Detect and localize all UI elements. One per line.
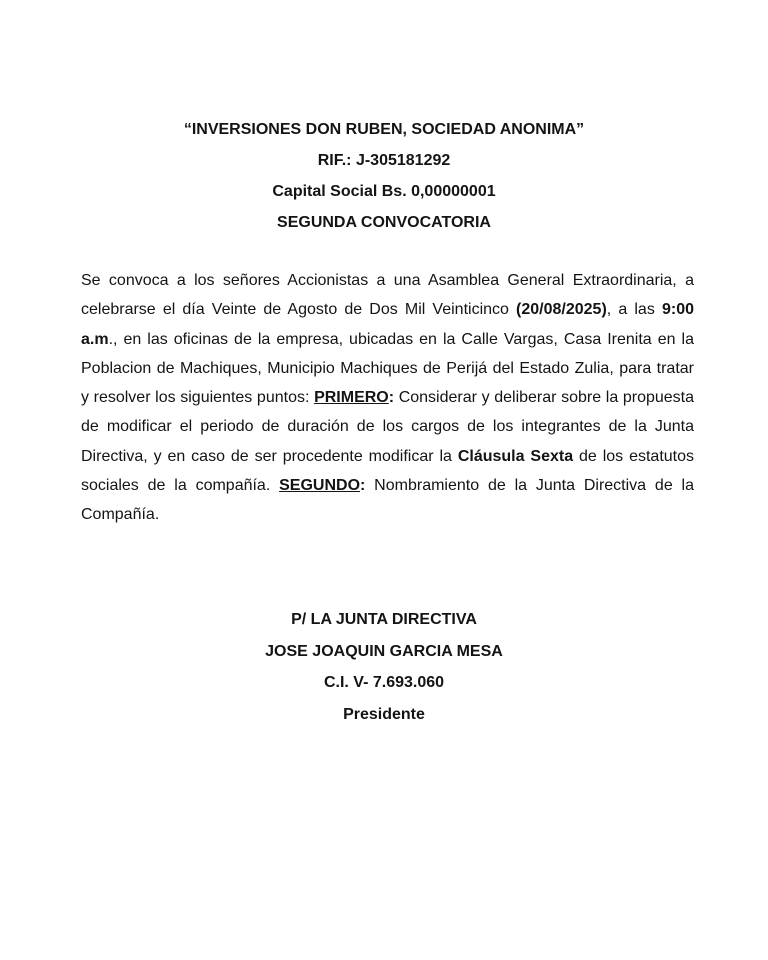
primero-label: PRIMERO:	[314, 389, 395, 407]
segundo-text: Nombramiento de la Junta Directiva de la Compañía.	[81, 477, 694, 524]
company-name: “INVERSIONES DON RUBEN, SOCIEDAD ANONIMA”	[183, 121, 585, 138]
signature-block	[0, 604, 768, 730]
convocatoria-title: SEGUNDA CONVOCATORIA	[277, 214, 491, 231]
capital-social: Capital Social Bs. 0,00000001	[272, 183, 496, 200]
document-header	[0, 114, 768, 238]
company-rif: RIF.: J-305181292	[317, 152, 451, 169]
meeting-time: 9:00 a.m	[81, 301, 694, 348]
signatory-title: Presidente	[343, 705, 425, 723]
signatory-name: JOSE JOAQUIN GARCIA MESA	[265, 642, 503, 660]
clausula-sexta: Cláusula Sexta	[457, 447, 574, 465]
on-behalf-line: P/ LA JUNTA DIRECTIVA	[291, 611, 477, 628]
body-time-prefix: , a las	[606, 301, 662, 319]
segundo-label: SEGUNDO:	[279, 477, 366, 495]
meeting-date: (20/08/2025)	[516, 301, 607, 319]
convocatoria-body	[81, 266, 694, 530]
body-location: ., en las oficinas de la empresa, ubicadas en la Calle Vargas, Casa Irenita en la Poblacion de Machiques, Municipio Machiques de Perijá del Estado Zulia, para tratar y resolver los siguientes puntos:	[81, 330, 694, 407]
signatory-id: C.I. V- 7.693.060	[323, 674, 445, 691]
body-statutes: de los estatutos sociales de la compañía.	[81, 447, 695, 495]
body-intro: Se convoca a los señores Accionistas a una Asamblea General Extraordinaria, a celebrarse el día Veinte de Agosto de Dos Mil Veinticinco	[81, 272, 694, 319]
primero-text: Considerar y deliberar sobre la propuesta de modificar el periodo de duración de los cargos de los integrantes de la Junta Directiva, y en caso de ser procedente modificar la	[81, 389, 695, 465]
